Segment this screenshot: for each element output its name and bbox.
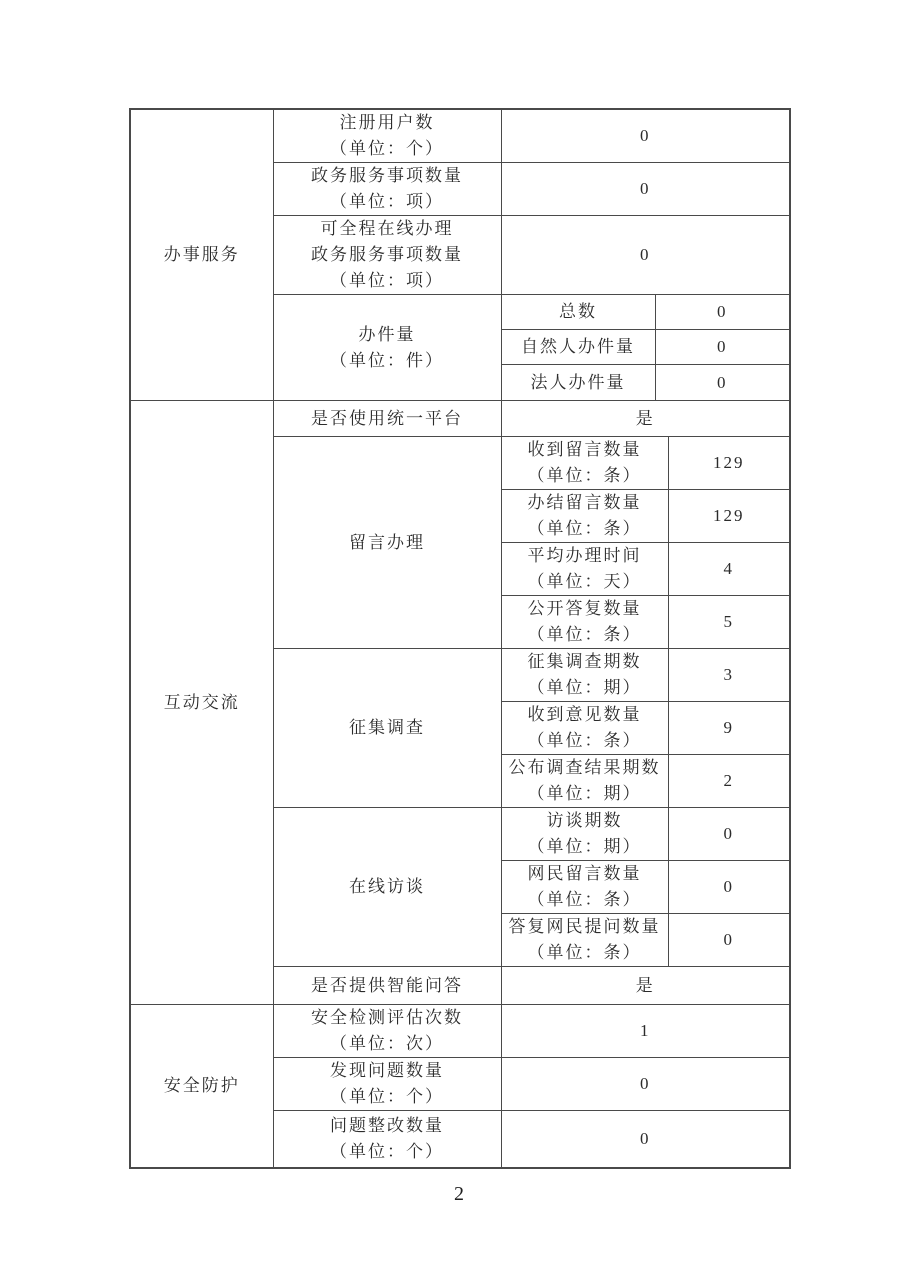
metric-unit: （单位：项）: [330, 192, 444, 211]
sub-label-cell: [501, 808, 668, 861]
group-unit: （单位：件）: [330, 350, 444, 370]
annual-report-table: [129, 108, 791, 1169]
label-cell: [273, 1111, 501, 1168]
metric-label: 问题整改数量: [330, 1115, 444, 1135]
value-cell: 129: [668, 490, 790, 543]
sub-label-cell: [501, 702, 668, 755]
group-label-cell-banjianliang: [273, 295, 501, 401]
group-label-cell-zhengjidiaocha: 征集调查: [273, 649, 501, 808]
sub-label-cell: 自然人办件量: [501, 330, 655, 365]
metric-unit: （单位：条）: [527, 890, 642, 909]
metric-label: 公开答复数量: [527, 599, 642, 618]
value-cell: 3: [668, 649, 790, 702]
metric-unit: （单位：条）: [527, 519, 642, 538]
value-cell: 0: [655, 295, 790, 330]
metric-label: 政务服务事项数量: [311, 245, 463, 264]
metric-label: 可全程在线办理: [320, 219, 454, 238]
page-number: 2: [454, 1183, 464, 1205]
value-cell: 5: [668, 596, 790, 649]
category-label: 互动交流: [163, 692, 240, 712]
value-cell: 0: [655, 365, 790, 401]
metric-label: 政务服务事项数量: [311, 166, 463, 185]
metric-label: 发现问题数量: [330, 1061, 444, 1080]
value-cell: 0: [668, 914, 790, 967]
sub-label-cell: 法人办件量: [501, 365, 655, 401]
category-cell-anquanfanghu: [130, 1005, 273, 1168]
sub-label-cell: [501, 490, 668, 543]
sub-label-cell: [501, 914, 668, 967]
sub-label-cell: [501, 649, 668, 702]
metric-label: 平均办理时间: [527, 546, 642, 565]
metric-label: 收到意见数量: [527, 705, 642, 724]
label-cell: [273, 1058, 501, 1111]
value-cell: 2: [668, 755, 790, 808]
metric-unit: （单位：个）: [330, 1087, 444, 1106]
value-cell: 0: [501, 1111, 790, 1168]
table-row: [130, 109, 790, 163]
category-label: 办事服务: [163, 245, 240, 264]
category-cell-hudongjiaoliu: [130, 401, 273, 1005]
value-cell: 0: [501, 1058, 790, 1111]
sub-label-cell: [501, 437, 668, 490]
metric-label: 网民留言数量: [527, 864, 642, 883]
category-label: 安全防护: [163, 1075, 240, 1095]
sub-label-cell: [501, 861, 668, 914]
metric-unit: （单位：天）: [527, 572, 642, 591]
label-cell: [273, 216, 501, 295]
metric-label: 办结留言数量: [527, 493, 642, 512]
metric-unit: （单位：个）: [330, 1141, 444, 1161]
sub-label-cell: [501, 596, 668, 649]
metric-unit: （单位：条）: [527, 943, 642, 962]
value-cell: 0: [501, 109, 790, 163]
label-cell: [273, 1005, 501, 1058]
metric-unit: （单位：期）: [527, 784, 642, 803]
group-label-cell-zaixianfangtan: 在线访谈: [273, 808, 501, 967]
metric-label: 答复网民提问数量: [508, 917, 661, 936]
metric-label: 注册用户数: [339, 113, 435, 132]
value-cell: 0: [501, 216, 790, 295]
metric-unit: （单位：条）: [527, 731, 642, 750]
metric-unit: （单位：期）: [527, 678, 642, 697]
value-cell: 129: [668, 437, 790, 490]
label-cell: [273, 163, 501, 216]
group-label-cell-liuyanbanli: 留言办理: [273, 437, 501, 649]
label-cell: [273, 109, 501, 163]
value-cell: 是: [501, 967, 790, 1005]
value-cell: 0: [655, 330, 790, 365]
value-cell: 是: [501, 401, 790, 437]
metric-label: 访谈期数: [546, 811, 623, 830]
label-cell: 是否使用统一平台: [273, 401, 501, 437]
metric-unit: （单位：条）: [527, 625, 642, 644]
group-label: 办件量: [358, 324, 416, 344]
value-cell: 0: [668, 808, 790, 861]
value-cell: 0: [501, 163, 790, 216]
value-cell: 9: [668, 702, 790, 755]
metric-unit: （单位：个）: [330, 139, 444, 158]
metric-label: 征集调查期数: [527, 652, 642, 671]
metric-label: 公布调查结果期数: [508, 758, 661, 777]
metric-label: 收到留言数量: [527, 440, 642, 459]
metric-unit: （单位：条）: [527, 466, 642, 485]
metric-unit: （单位：项）: [330, 271, 444, 290]
metric-unit: （单位：次）: [330, 1034, 444, 1053]
value-cell: 0: [668, 861, 790, 914]
table-row: [130, 401, 790, 437]
table-row: [130, 1005, 790, 1058]
value-cell: 4: [668, 543, 790, 596]
value-cell: 1: [501, 1005, 790, 1058]
sub-label-cell: [501, 543, 668, 596]
sub-label-cell: [501, 755, 668, 808]
label-cell: 是否提供智能问答: [273, 967, 501, 1005]
metric-unit: （单位：期）: [527, 837, 642, 856]
metric-label: 安全检测评估次数: [311, 1008, 463, 1027]
sub-label-cell: 总数: [501, 295, 655, 330]
category-cell-banshifuwu: [130, 109, 273, 401]
